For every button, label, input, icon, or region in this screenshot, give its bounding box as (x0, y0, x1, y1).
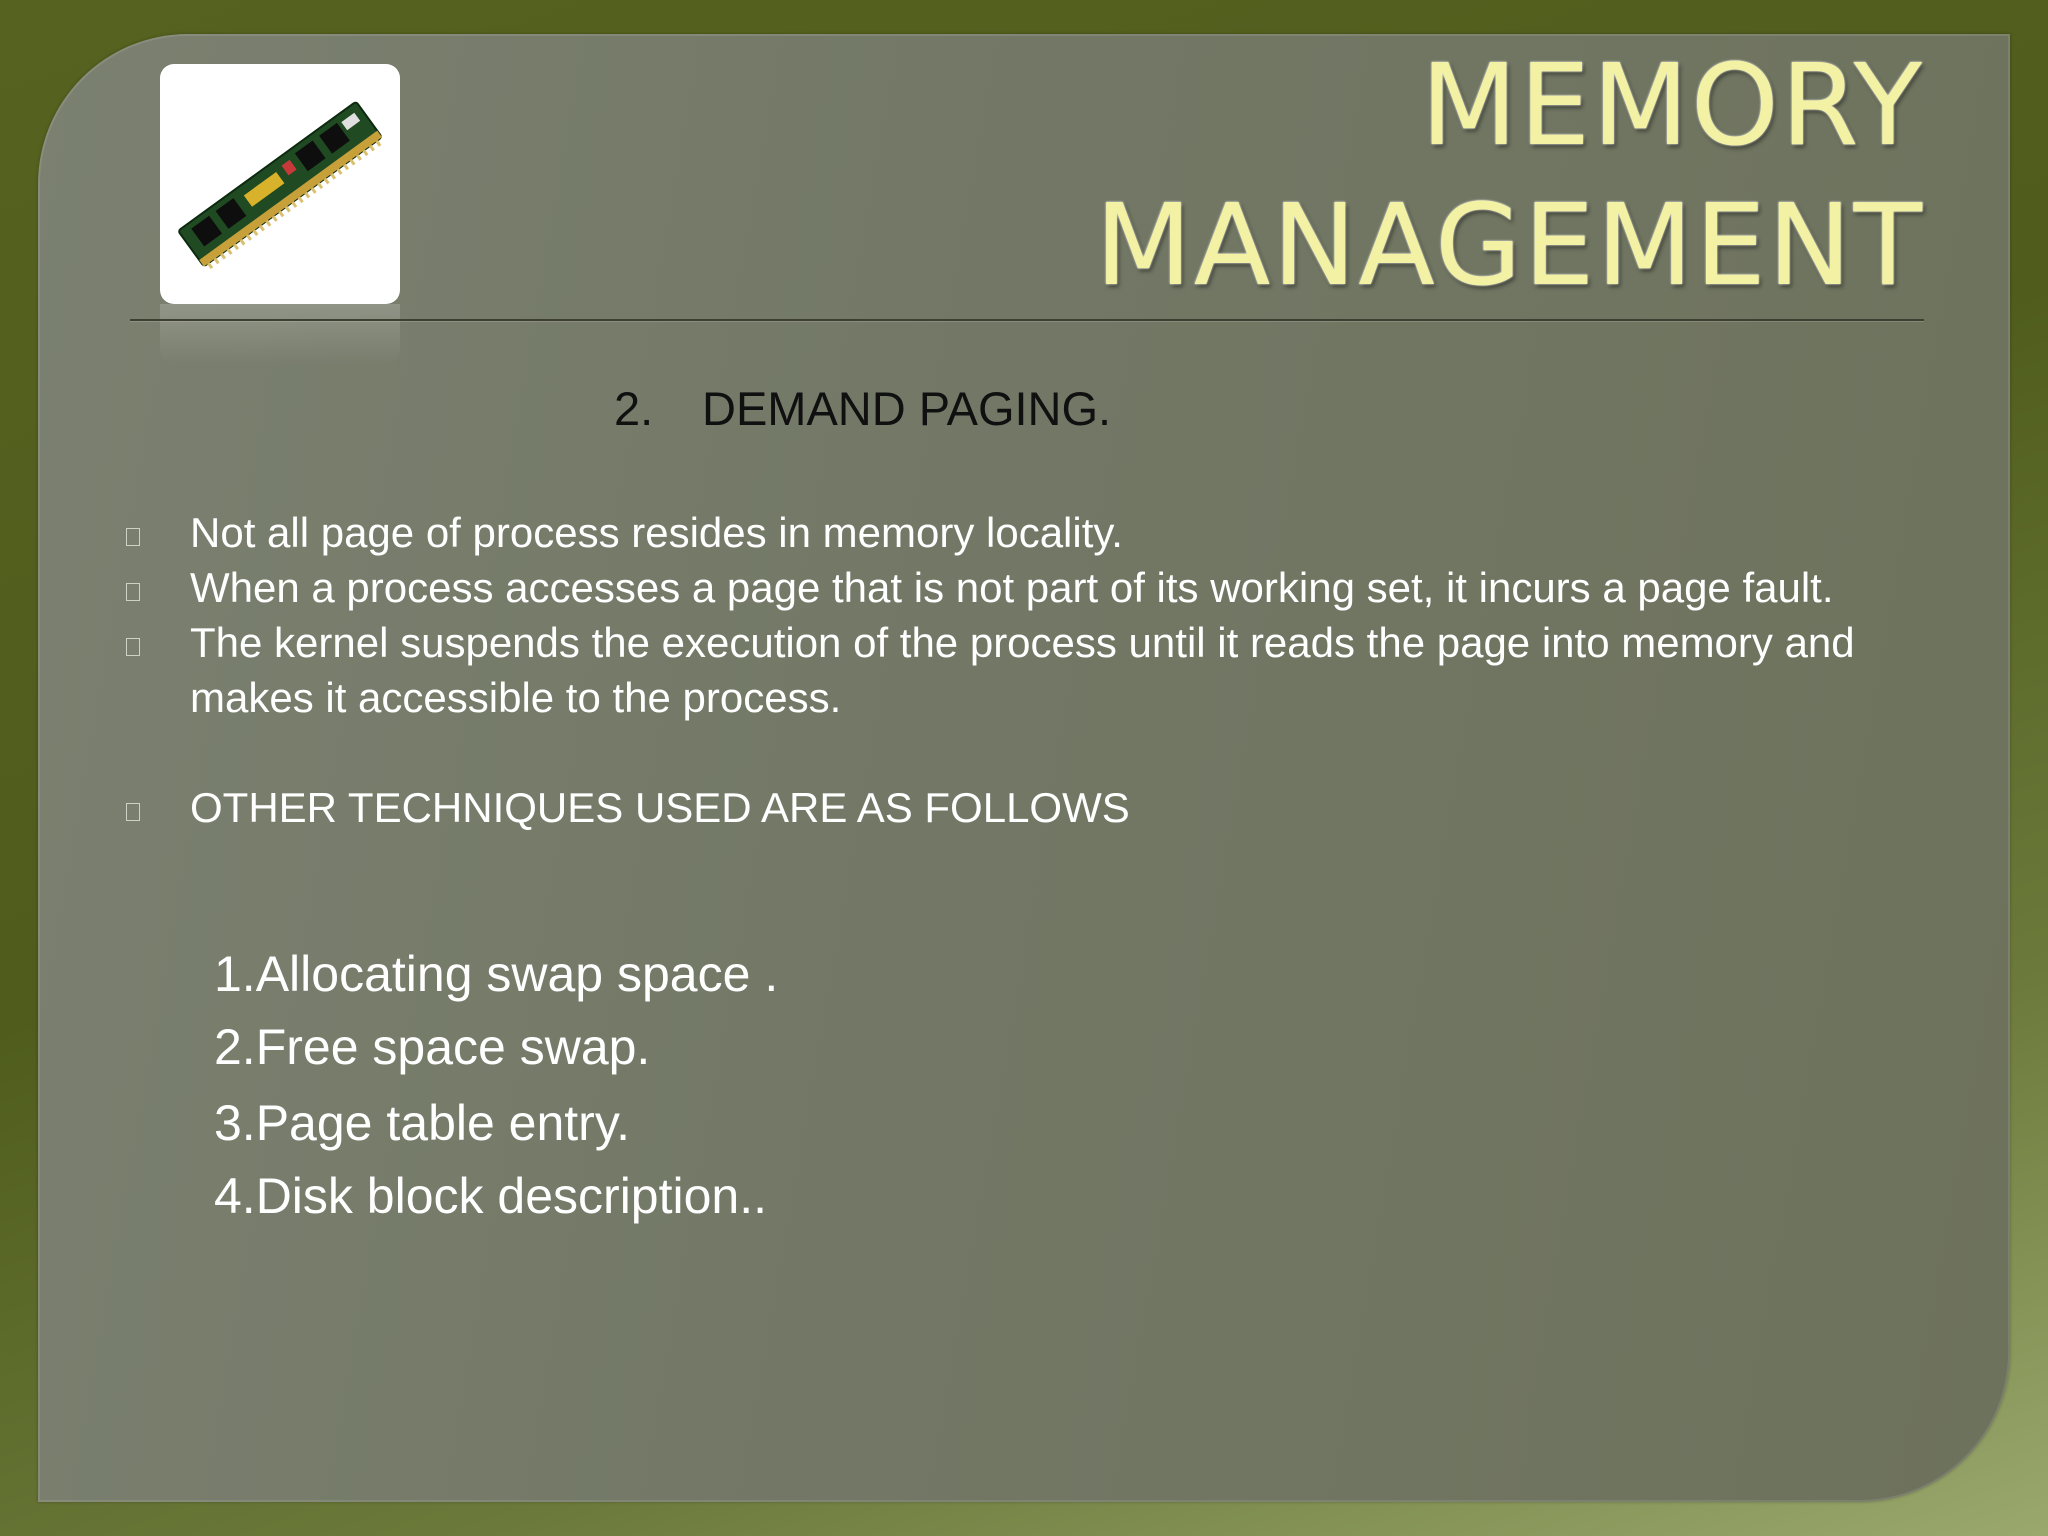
technique-item: 2.Free space swap. (214, 1019, 651, 1075)
bullet-marker-icon (126, 583, 140, 601)
bullet-item (126, 780, 1906, 835)
bullet-marker-icon (126, 803, 140, 821)
slide-title-line-2: MANAGEMENT (1095, 181, 1924, 311)
section-heading (614, 381, 1111, 436)
technique-item: 3.Page table entry. (214, 1095, 631, 1151)
technique-item: 4.Disk block description.. (214, 1168, 768, 1224)
bullet-text: The kernel suspends the execution of the process until it reads the page into memory and makes it accessible to the process. (190, 619, 1855, 721)
bullet-item (126, 505, 1906, 560)
image-reflection (160, 304, 400, 364)
techniques-list (214, 945, 778, 1240)
ram-module-icon (160, 64, 400, 304)
bullet-marker-icon (126, 528, 140, 546)
bullet-marker-icon (126, 638, 140, 656)
bullet-list (126, 505, 1906, 835)
section-heading-text: DEMAND PAGING. (702, 382, 1112, 435)
technique-item: 1.Allocating swap space . (214, 946, 779, 1002)
bullet-item (126, 560, 1906, 615)
bullet-item (126, 615, 1906, 725)
bullet-text: OTHER TECHNIQUES USED ARE AS FOLLOWS (190, 784, 1130, 831)
slide-title-line-1: MEMORY (1420, 41, 1924, 171)
bullet-text: Not all page of process resides in memory locality. (190, 509, 1123, 556)
bullet-text: When a process accesses a page that is not part of its working set, it incurs a page fault. (190, 564, 1834, 611)
title-divider (130, 319, 1924, 321)
section-heading-number: 2. (614, 382, 654, 435)
ram-module-image (160, 64, 400, 304)
